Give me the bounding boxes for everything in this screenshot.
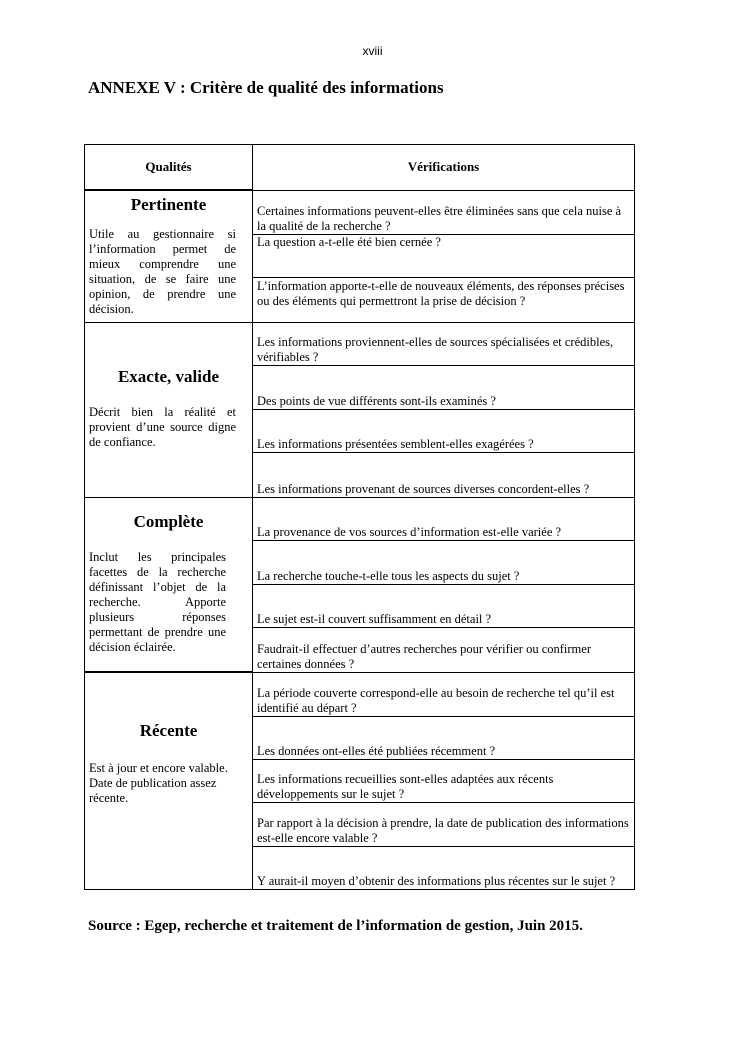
table-header-row [85,145,635,191]
verification-cell: Les informations recueillies sont-elles adaptées aux récents développements sur le sujet ? [253,759,635,802]
verification-cell: Par rapport à la décision à prendre, la date de publication des informations est-elle encore valable ? [253,802,635,846]
verification-cell: L’information apporte-t-elle de nouveaux éléments, des réponses précises ou des éléments qui permettront la prise de décision ? [253,277,635,322]
verification-cell: La période couverte correspond-elle au besoin de recherche tel qu’il est identifié au départ ? [253,672,635,716]
verification-cell: La provenance de vos sources d’information est-elle variée ? [253,497,635,540]
verification-cell: La question a-t-elle été bien cernée ? [253,234,635,277]
verification-cell: La recherche touche-t-elle tous les aspects du sujet ? [253,540,635,584]
verification-cell: Y aurait-il moyen d’obtenir des informations plus récentes sur le sujet ? [253,846,635,889]
verification-cell: Les informations provenant de sources diverses concordent-elles ? [253,452,635,497]
quality-name: Pertinente [130,195,207,214]
verification-cell: Les données ont-elles été publiées récemment ? [253,716,635,759]
verification-cell: Le sujet est-il couvert suffisamment en détail ? [253,584,635,627]
table-row [85,497,635,540]
table-row [85,322,635,365]
page-number: xviii [362,44,383,58]
verification-cell: Les informations présentées semblent-elles exagérées ? [253,409,635,452]
source-note: Source : Egep, recherche et traitement de l’information de gestion, Juin 2015. [88,918,583,934]
quality-cell-recente [85,672,253,889]
quality-name: Exacte, valide [117,366,220,386]
quality-cell-exacte [85,322,253,497]
verification-cell: Certaines informations peuvent-elles être éliminées sans que cela nuise à la qualité de la recherche ? [253,190,635,234]
header-qualites: Qualités [85,145,253,191]
verification-cell: Des points de vue différents sont-ils examinés ? [253,365,635,409]
quality-cell-complete [85,497,253,672]
verification-cell: Faudrait-il effectuer d’autres recherches pour vérifier ou confirmer certaines données ? [253,627,635,672]
header-verifications: Vérifications [253,145,635,191]
quality-criteria-table [84,144,635,890]
quality-name: Complète [133,511,204,531]
quality-description: Est à jour et encore valable. Date de publication assez récente. [89,761,228,805]
table-row [85,672,635,716]
page-title: ANNEXE V : Critère de qualité des informations [88,78,444,97]
quality-description: Décrit bien la réalité et provient d’une source digne de confiance. [89,404,236,449]
table-row [85,190,635,234]
verification-cell: Les informations proviennent-elles de sources spécialisées et crédibles, vérifiables ? [253,322,635,365]
quality-description: Utile au gestionnaire si l’information permet de mieux comprendre une situation, de se faire une opinion, de prendre une décision. [89,227,236,316]
quality-cell-pertinente [85,190,253,322]
quality-name: Récente [139,721,198,740]
quality-description: Inclut les principales facettes de la recherche définissant l’objet de la recherche. Apporte plusieurs réponses permettant de prendre une décision éclairée. [89,549,226,654]
